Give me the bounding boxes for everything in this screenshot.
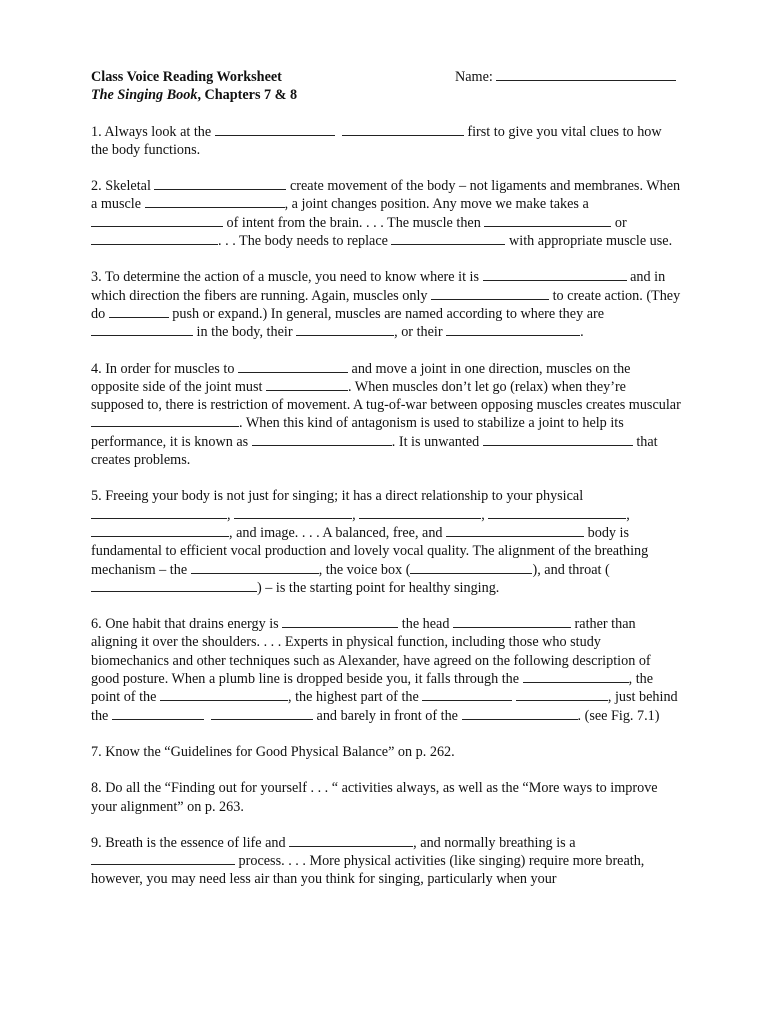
question-text: body is fundamental to efficient vocal production and lovely vocal quality. The alignment of the breathing mechanism – the	[91, 524, 649, 578]
question-text: and barely in front of the	[316, 707, 458, 724]
question-text: , or their	[394, 324, 443, 341]
name-label: Name:	[455, 69, 497, 85]
question-text: push or expand.) In general, muscles are named according to where they are	[172, 305, 605, 322]
answer-blank[interactable]	[516, 688, 608, 701]
answer-blank[interactable]	[91, 232, 218, 245]
question-text: Do all the “Finding out for yourself . . . “ activities always, as well as the “More ways to improve your alignment” on p. 263.	[91, 780, 658, 815]
question-text: the head	[401, 616, 450, 633]
question-number: 3.	[91, 269, 102, 286]
answer-blank[interactable]	[422, 688, 512, 701]
answer-blank[interactable]	[483, 433, 633, 446]
question-text: . When this kind of antagonism is used to stabilize a joint to help its performance, it is known as	[91, 415, 624, 450]
question-3	[91, 268, 681, 341]
answer-blank[interactable]	[112, 707, 204, 720]
answer-blank[interactable]	[289, 834, 413, 847]
question-4	[91, 360, 681, 470]
answer-blank[interactable]	[252, 433, 392, 446]
question-8	[91, 779, 681, 816]
answer-blank[interactable]	[109, 305, 169, 318]
answer-blank[interactable]	[488, 506, 626, 519]
answer-blank[interactable]	[91, 214, 223, 227]
question-text: , just behind the	[91, 689, 678, 724]
question-text: Freeing your body is not just for singing; it has a direct relationship to your physical	[105, 488, 584, 505]
answer-blank[interactable]	[410, 561, 532, 574]
question-5	[91, 487, 681, 597]
question-text: Always look at the	[104, 123, 212, 140]
answer-blank[interactable]	[296, 323, 394, 336]
question-text: and in which direction the fibers are running. Again, muscles only	[91, 269, 666, 304]
question-text: first to give you vital clues to how the body functions.	[91, 123, 662, 158]
answer-blank[interactable]	[160, 688, 288, 701]
question-number: 8.	[91, 780, 102, 797]
answer-blank[interactable]	[484, 214, 611, 227]
question-text: In order for muscles to	[105, 360, 235, 377]
question-text: ) – is the starting point for healthy singing.	[257, 579, 500, 596]
question-text: Know the “Guidelines for Good Physical Balance” on p. 262.	[105, 743, 455, 760]
question-number: 6.	[91, 616, 102, 633]
answer-blank[interactable]	[391, 232, 505, 245]
question-text: rather than aligning it over the shoulders. . . . Experts in physical function, including those who study biomechanics and other techniques such as Alexander, have agreed on the following description of good posture. When a plumb line is dropped beside you, it falls through the	[91, 616, 651, 688]
question-text: Skeletal	[105, 178, 151, 195]
question-text: or	[614, 214, 627, 231]
answer-blank[interactable]	[215, 123, 335, 136]
question-text: , and normally breathing is a	[413, 834, 576, 851]
question-text: , a joint changes position. Any move we make takes a	[284, 196, 589, 213]
answer-blank[interactable]	[431, 287, 549, 300]
question-text: .	[580, 324, 584, 341]
question-text: to create action. (They do	[91, 287, 681, 322]
answer-blank[interactable]	[282, 615, 398, 628]
question-number: 9.	[91, 834, 102, 851]
answer-blank[interactable]	[266, 378, 348, 391]
answer-blank[interactable]	[462, 707, 578, 720]
question-text: Breath is the essence of life and	[105, 834, 286, 851]
answer-blank[interactable]	[483, 268, 627, 281]
question-number: 7.	[91, 743, 102, 760]
answer-blank[interactable]	[453, 615, 571, 628]
question-text: . . . The body needs to replace	[218, 233, 388, 250]
question-text: ,	[626, 506, 630, 523]
answer-blank[interactable]	[145, 195, 285, 208]
question-text: . When muscles don’t let go (relax) when they’re supposed to, there is restriction of movement. A tug-of-war between opposing muscles creates muscular	[91, 378, 681, 414]
book-title: The Singing Book	[91, 87, 198, 104]
answer-blank[interactable]	[91, 579, 257, 592]
answer-blank[interactable]	[91, 506, 227, 519]
question-text: . (see Fig. 7.1)	[577, 707, 660, 724]
question-2	[91, 177, 681, 250]
header	[91, 68, 681, 86]
question-text: and move a joint in one direction, muscles on the opposite side of the joint must	[91, 360, 631, 395]
question-text: ,	[481, 506, 485, 523]
question-7	[91, 743, 681, 761]
answer-blank[interactable]	[91, 524, 229, 537]
answer-blank[interactable]	[211, 707, 313, 720]
answer-blank[interactable]	[446, 524, 584, 537]
answer-blank[interactable]	[523, 670, 629, 683]
worksheet-title: Class Voice Reading Worksheet	[91, 69, 282, 85]
question-text: ,	[352, 506, 356, 523]
answer-blank[interactable]	[342, 123, 464, 136]
question-text: process. . . . More physical activities (like singing) require more breath, however, you may need less air than you think for singing, particularly when your	[91, 853, 645, 888]
question-number: 4.	[91, 360, 102, 377]
name-field[interactable]	[455, 68, 676, 86]
question-text: , the voice box (	[318, 561, 411, 578]
chapters-label: , Chapters 7 & 8	[197, 87, 298, 104]
question-number: 1.	[91, 123, 102, 140]
worksheet-subtitle	[91, 86, 681, 104]
question-text: in the body, their	[196, 324, 293, 341]
question-text: ), and throat (	[532, 561, 610, 578]
question-text: with appropriate muscle use.	[509, 233, 673, 250]
answer-blank[interactable]	[359, 506, 481, 519]
question-text: of intent from the brain. . . . The muscle then	[226, 214, 481, 231]
question-9	[91, 834, 681, 889]
question-number: 2.	[91, 178, 102, 195]
answer-blank[interactable]	[191, 561, 319, 574]
question-text: that creates problems.	[91, 433, 658, 469]
question-text: create movement of the body – not ligaments and membranes. When a muscle	[91, 178, 681, 213]
answer-blank[interactable]	[91, 414, 239, 427]
answer-blank[interactable]	[154, 177, 286, 190]
answer-blank[interactable]	[446, 323, 580, 336]
question-text: One habit that drains energy is	[105, 616, 279, 633]
answer-blank[interactable]	[91, 852, 235, 865]
question-text: , the highest part of the	[287, 689, 419, 706]
question-6	[91, 615, 681, 725]
name-blank[interactable]	[496, 68, 676, 81]
answer-blank[interactable]	[234, 506, 352, 519]
answer-blank[interactable]	[91, 323, 193, 336]
question-text: , and image. . . . A balanced, free, and	[229, 524, 443, 541]
question-text: . It is unwanted	[391, 433, 480, 450]
worksheet-page	[91, 68, 681, 889]
question-text: To determine the action of a muscle, you need to know where it is	[104, 269, 480, 286]
question-number: 5.	[91, 488, 102, 505]
answer-blank[interactable]	[238, 360, 348, 373]
question-text: ,	[227, 506, 231, 523]
question-1	[91, 123, 681, 160]
question-text: , the point of the	[91, 671, 654, 706]
